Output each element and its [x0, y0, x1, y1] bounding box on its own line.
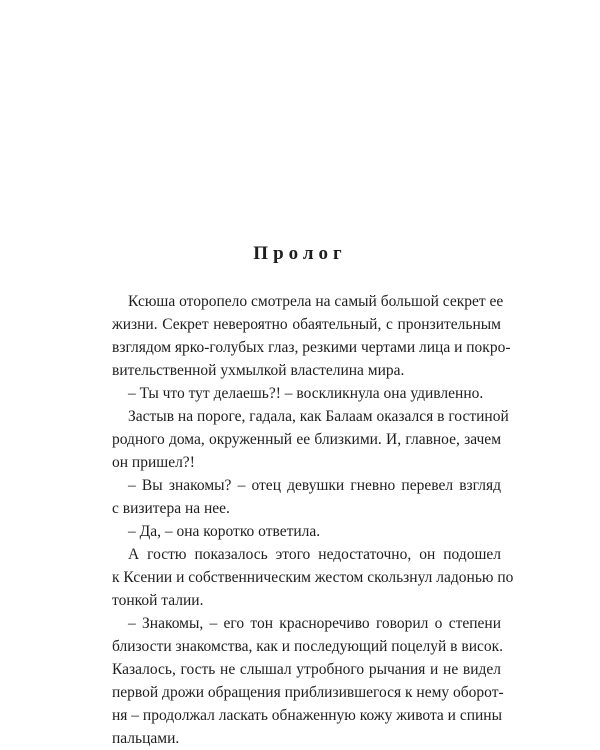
- text-line: жизни. Секрет невероятно обаятельный, с пронзительным: [112, 316, 501, 333]
- paragraph: [112, 405, 509, 474]
- text-line: Ксюша оторопело смотрела на самый большой секрет ее: [128, 293, 504, 310]
- text-line: Казалось, гость не слышал утробного рычания и не видел: [112, 661, 501, 678]
- text-line: близости знакомства, как и последующий поцелуй в висок.: [112, 638, 504, 655]
- text-line: к Ксении и собственническим жестом скользнул ладонью по: [112, 569, 514, 586]
- text-line: первой дрожи обращения приблизившегося к нему оборот-: [112, 684, 504, 701]
- text-line: пальцами.: [112, 730, 180, 747]
- text-line: Застыв на пороге, гадала, как Балаам оказался в гостиной: [128, 408, 509, 425]
- paragraph: [112, 474, 501, 520]
- text-line: вительственной ухмылкой властелина мира.: [112, 362, 405, 379]
- paragraph: [112, 543, 514, 612]
- text-line: взглядом ярко-голубых глаз, резкими чертами лица и покро-: [112, 339, 511, 356]
- paragraph: [112, 520, 501, 543]
- text-line: – Вы знакомы? – отец девушки гневно перевел взгляд: [128, 477, 501, 494]
- paragraph: [112, 382, 501, 405]
- text-line: – Знакомы, – его тон красноречиво говорил о степени: [128, 615, 501, 632]
- text-line: – Да, – она коротко ответила.: [128, 523, 321, 540]
- text-line: он пришел?!: [112, 454, 195, 471]
- text-line: ня – продолжал ласкать обнаженную кожу живота и спины: [112, 707, 503, 724]
- paragraph: [112, 290, 511, 382]
- chapter-body: [112, 290, 514, 750]
- text-line: А гостю показалось этого недостаточно, он подошел: [128, 546, 501, 563]
- paragraph: [112, 612, 504, 750]
- text-line: родного дома, окруженный ее близкими. И, главное, зачем: [112, 431, 501, 448]
- chapter-title: Пролог: [253, 243, 347, 264]
- text-line: с визитера на нее.: [112, 500, 230, 517]
- text-line: тонкой талии.: [112, 592, 204, 609]
- text-line: – Ты что тут делаешь?! – воскликнула она удивленно.: [128, 385, 484, 402]
